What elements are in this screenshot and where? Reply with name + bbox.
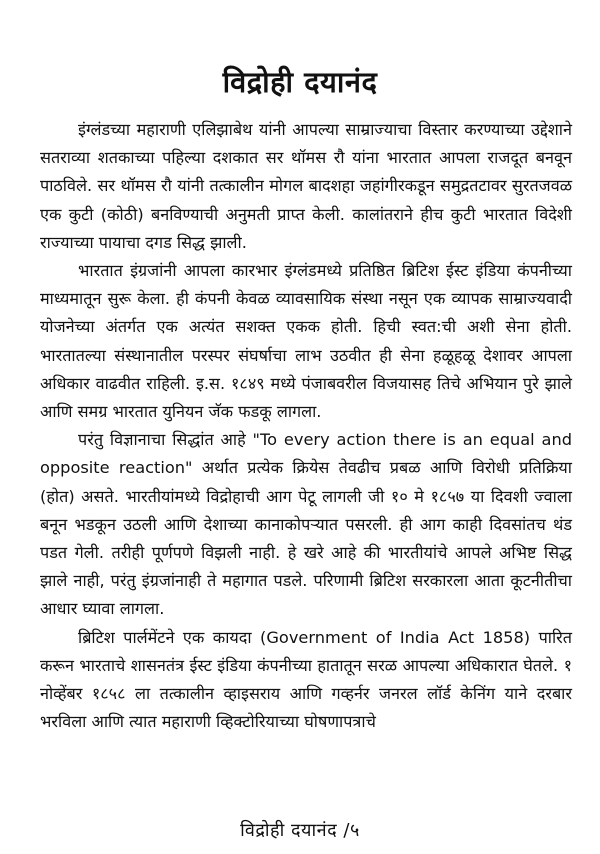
page-footer: विद्रोही दयानंद /५ (240, 820, 360, 841)
chapter-title: विद्रोही दयानंद (222, 65, 378, 99)
body-text (40, 116, 572, 736)
paragraph-3: परंतु विज्ञानाचा सिद्धांत आहे "To every action there is an equal and opposite reaction" अर्थात प्रत्येक क्रियेस तेवढीच प्रबळ आणि विरोधी प्रतिक्रिया (होत) असते. भारतीयांमध्ये विद्रोहाची आग पेटू लागली जी १० मे १८५७ या दिवशी ज्वाला बनून भडकून उठली आणि देशाच्या कानाकोपऱ्यात पसरली. ही आग काही दिवसांतच थंड पडत गेली. तरीही पूर्णपणे विझली नाही. हे खरे आहे की भारतीयांचे आपले अभिष्ट सिद्ध झाले नाही, परंतु इंग्रजांनाही ते महागात पडले. परिणामी ब्रिटिश सरकारला आता कूटनीतीचा आधार घ्यावा लागला. (40, 430, 572, 619)
paragraph-2: भारतात इंग्रजांनी आपला कारभार इंग्लंडमध्ये प्रतिष्ठित ब्रिटिश ईस्ट इंडिया कंपनीच्या माध्यमातून सुरू केला. ही कंपनी केवळ व्यावसायिक संस्था नसून एक व्यापक साम्राज्यवादी योजनेच्या अंतर्गत एक अत्यंत सशक्त एकक होती. हिची स्वत:ची अशी सेना होती. भारतातल्या संस्थानातील परस्पर संघर्षाचा लाभ उठवीत ही सेना हळूहळू देशावर आपला अधिकार वाढवीत राहिली. इ.स. १८४९ मध्ये पंजाबवरील विजयासह तिचे अभियान पुरे झाले आणि समग्र भारतात युनियन जॅक फडकू लागला. (40, 261, 572, 422)
paragraph-4: ब्रिटिश पार्लमेंटने एक कायदा (Government of India Act 1858) पारित करून भारताचे शासनतंत्र ईस्ट इंडिया कंपनीच्या हातातून सरळ आपल्या अधिकारात घेतले. १ नोव्हेंबर १८५८ ला तत्कालीन व्हाइसराय आणि गव्हर्नर जनरल लॉर्ड केनिंग याने दरबार भरविला आणि त्यात महाराणी व्हिक्टोरियाच्या घोषणापत्राचे (40, 627, 572, 732)
paragraph-1: इंग्लंडच्या महाराणी एलिझाबेथ यांनी आपल्या साम्राज्याचा विस्तार करण्याच्या उद्देशाने सतराव्या शतकाच्या पहिल्या दशकात सर थॉमस रौ यांना भारतात आपला राजदूत बनवून पाठविले. सर थॉमस रौ यांनी तत्कालीन मोगल बादशहा जहांगीरकडून समुद्रतटावर सुरतजवळ एक कुटी (कोठी) बनविण्याची अनुमती प्राप्त केली. कालांतराने हीच कुटी भारतात विदेशी राज्याच्या पायाचा दगड सिद्ध झाली. (40, 120, 572, 252)
